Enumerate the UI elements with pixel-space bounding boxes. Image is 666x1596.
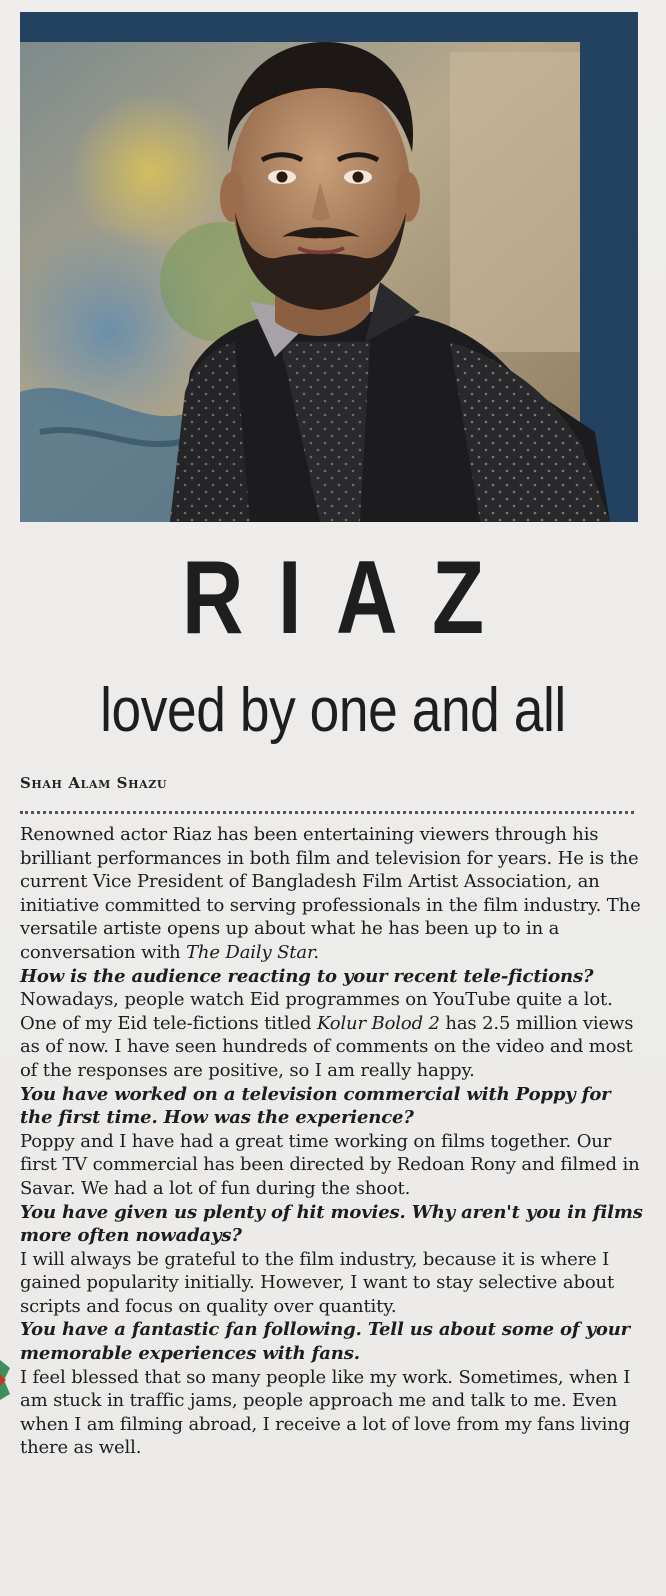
answer-4: [20, 1366, 648, 1460]
dotted-divider: [20, 811, 634, 814]
answer-1-text: Nowadays, people watch Eid programmes on YouTube quite a lot. One of my Eid tele-fictions titled: [20, 989, 613, 1034]
answer-2-text: Poppy and I have had a great time working on films together. Our first TV commercial has been directed by Redoan Rony and filmed in Savar. We had a lot of fun during the shoot.: [20, 1130, 640, 1199]
question-3: You have given us plenty of hit movies. Why aren't you in films more often nowadays?: [20, 1201, 643, 1247]
question-1: How is the audience reacting to your recent tele-fictions?: [20, 965, 594, 987]
portrait-illustration: [20, 12, 638, 522]
portrait-photo: [20, 12, 638, 522]
intro-publication: The Daily Star.: [186, 941, 319, 963]
answer-1: [20, 988, 648, 1082]
answer-3-text: I will always be grateful to the film industry, because it is where I gained popularity initially. However, I want to stay selective about scripts and focus on quality over quantity.: [20, 1248, 615, 1317]
headline-subtitle: loved by one and all: [100, 676, 566, 745]
answer-2: [20, 1130, 648, 1201]
intro-text: Renowned actor Riaz has been entertaining viewers through his brilliant performances in both film and television for years. He is the current Vice President of Bangladesh Film Artist Association, an initiative committed to serving professionals in the film industry. The versatile artiste opens up about what he has been up to in a conversation with: [20, 824, 641, 963]
answer-4-text: I feel blessed that so many people like my work. Sometimes, when I am stuck in traffic jams, people approach me and talk to me. Even when I am filming abroad, I receive a lot of love from my fans living there as well.: [20, 1366, 631, 1459]
answer-1-text-after: has 2.5 million views as of now. I have seen hundreds of comments on the video and most of the responses are positive, so I am really happy.: [20, 1012, 634, 1081]
author-byline: Shah Alam Shazu: [20, 774, 168, 792]
question-2: You have worked on a television commercial with Poppy for the first time. How was the experience?: [20, 1083, 611, 1129]
article-body: [20, 823, 648, 1460]
headline-title: RIAZ: [181, 540, 519, 656]
answer-1-title: Kolur Bolod 2: [316, 1012, 440, 1034]
adjacent-column-mark: [0, 1360, 12, 1400]
answer-3: [20, 1248, 648, 1319]
question-4: You have a fantastic fan following. Tell us about some of your memorable experiences with fans.: [20, 1319, 631, 1365]
intro-paragraph: [20, 823, 648, 965]
